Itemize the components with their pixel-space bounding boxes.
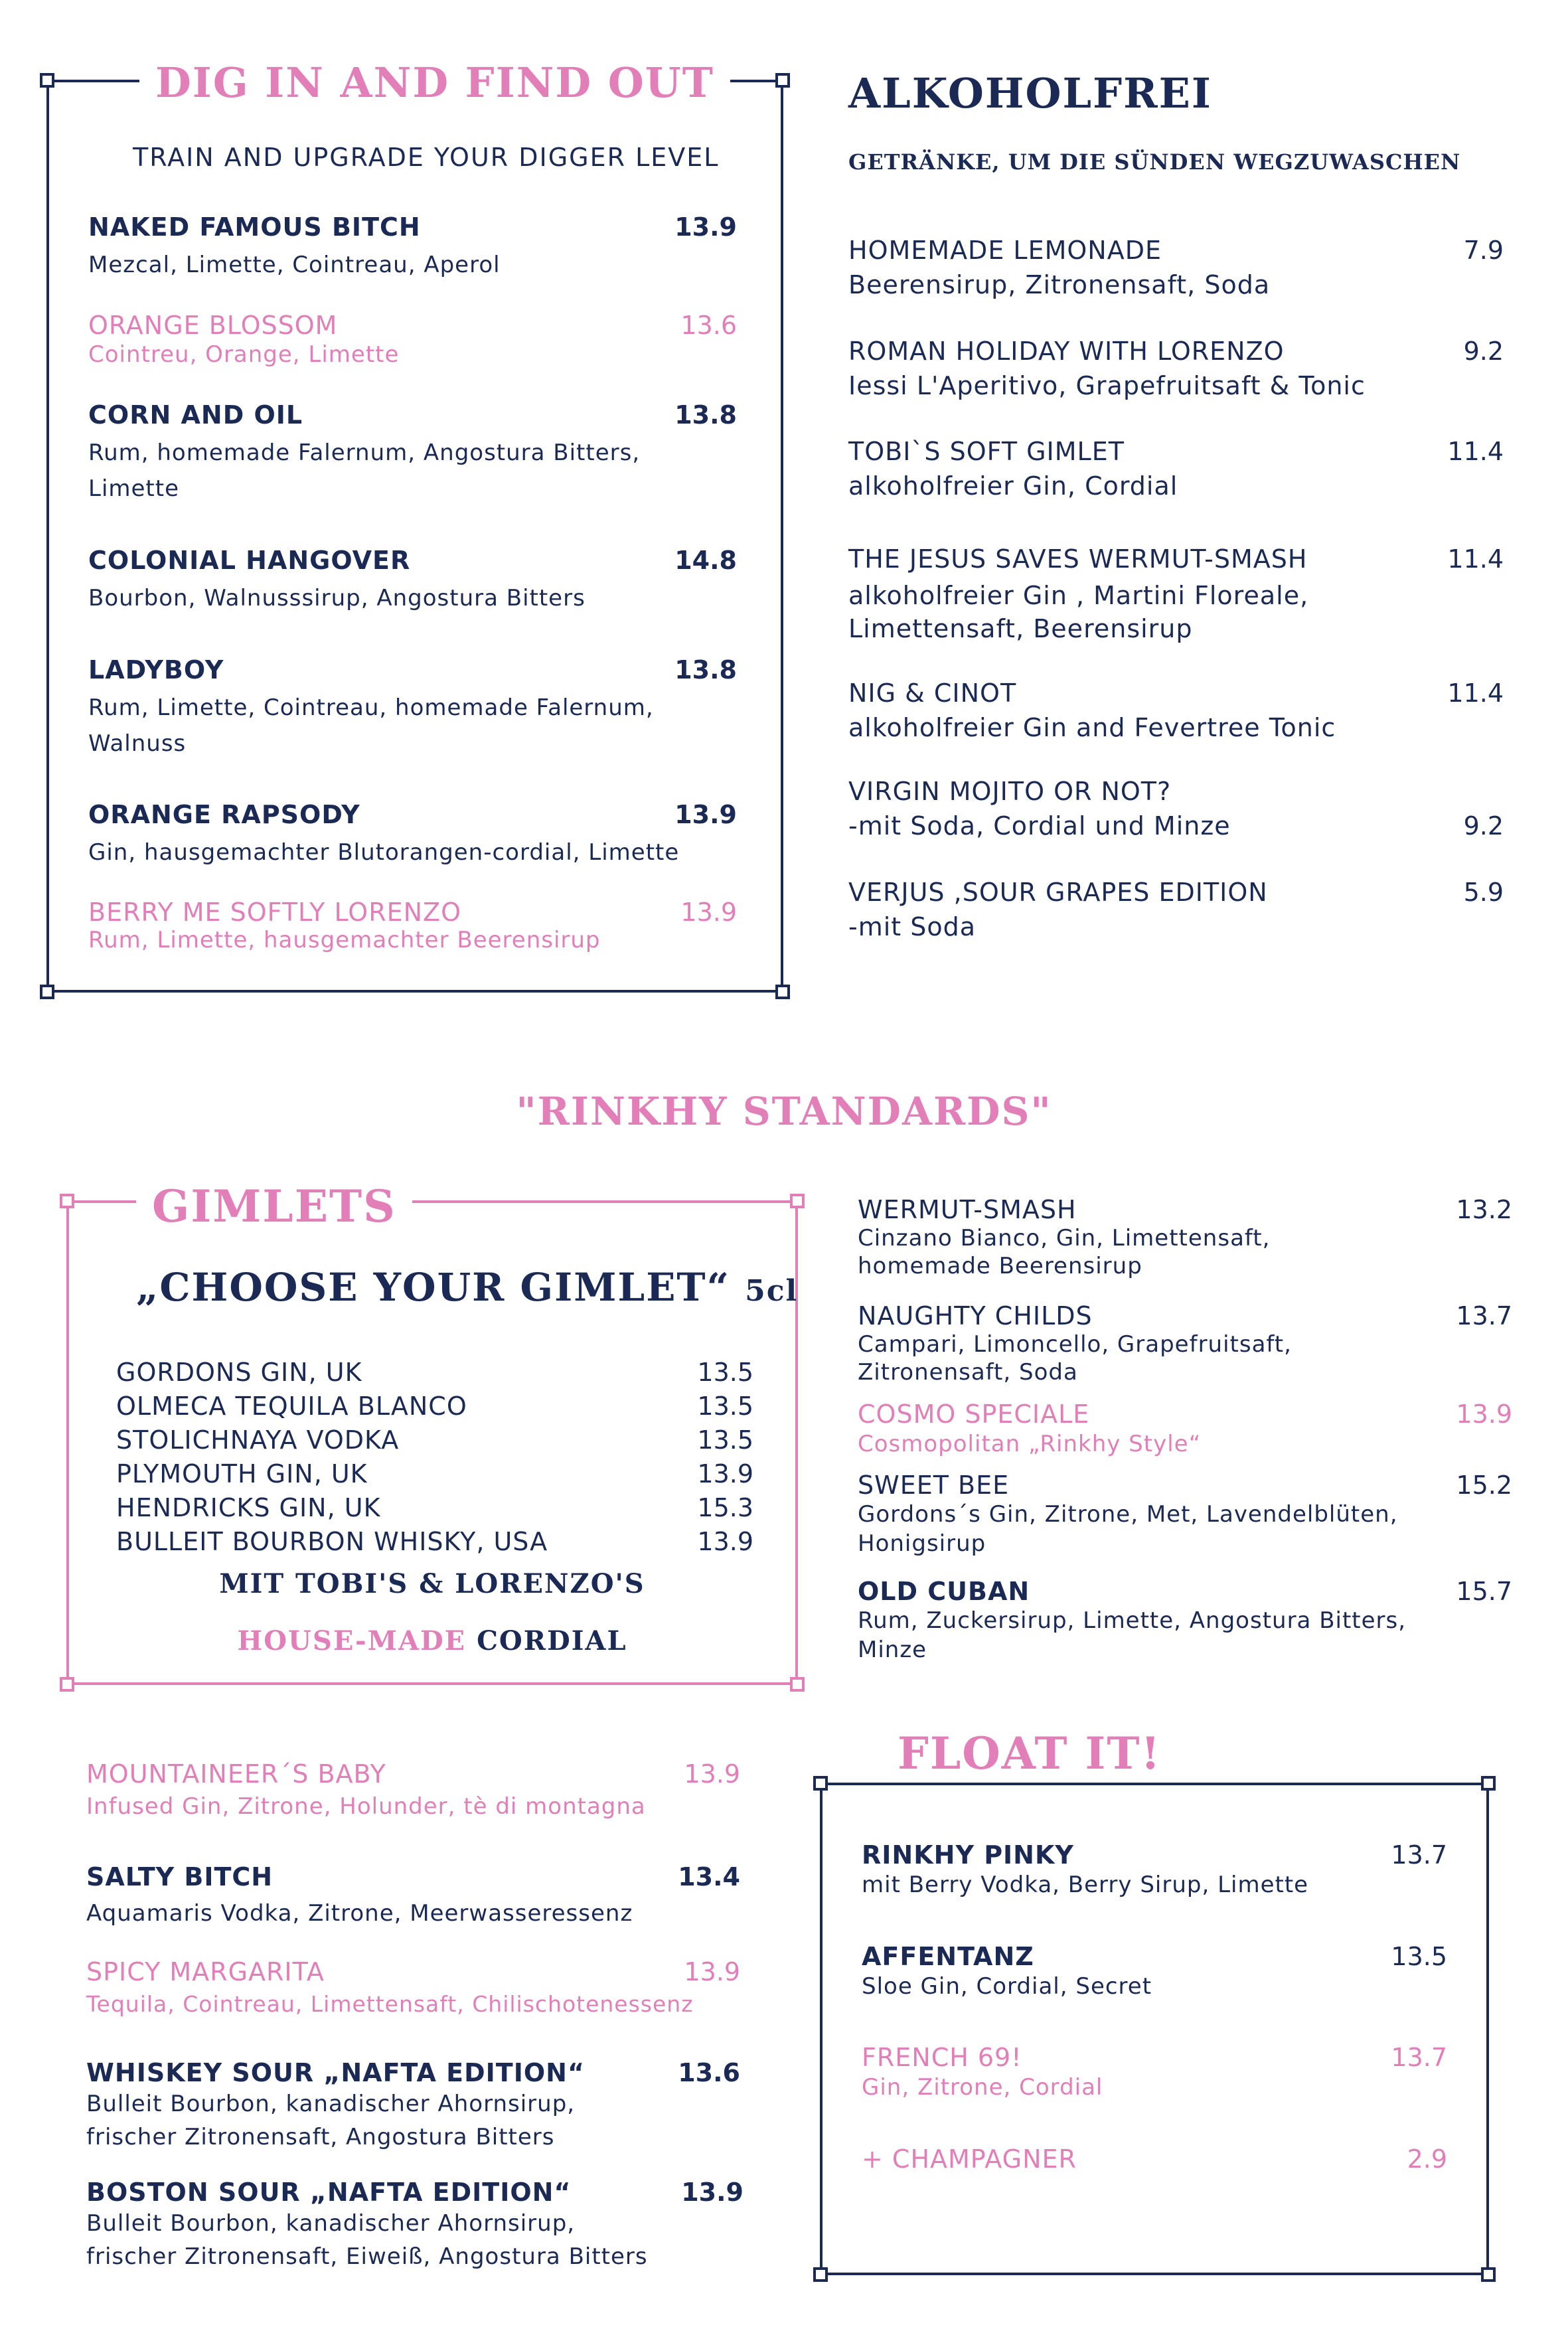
std-right-item-5: OLD CUBAN Rum, Zuckersirup, Limette, Angostura Bitters, Minze [858, 1577, 1407, 1663]
gimlets-choose [136, 1265, 798, 1310]
price: 13.9 [684, 1759, 740, 1789]
price: 13.8 [674, 655, 737, 684]
price: 13.9 [680, 898, 737, 927]
gimlets-footer-2: HOUSE-MADE CORDIAL [237, 1625, 627, 1656]
price: 9.2 [1463, 337, 1504, 366]
std-left-item-5: BOSTON SOUR „NAFTA EDITION“ Bulleit Bourbon, kanadischer Ahornsirup, frischer Zitronensaft, Eiweiß, Angostura Bitters [86, 2178, 648, 2270]
std-right-item-3: COSMO SPECIALE Cosmopolitan „Rinkhy Style“ [858, 1400, 1202, 1457]
std-right-item-1: WERMUT-SMASH Cinzano Bianco, Gin, Limettensaft, homemade Beerensirup [858, 1195, 1271, 1279]
price: 13.7 [1456, 1301, 1512, 1330]
float-item-2: AFFENTANZ Sloe Gin, Cordial, Secret [862, 1942, 1152, 2000]
gimlet-row: PLYMOUTH GIN, UK 13.9 [116, 1459, 753, 1488]
gimlet-row: GORDONS GIN, UK 13.5 [116, 1358, 753, 1387]
price: 13.9 [684, 1957, 740, 1986]
gimlet-row: OLMECA TEQUILA BLANCO 13.5 [116, 1392, 753, 1421]
price: 7.9 [1463, 236, 1504, 265]
alk-item-6: VIRGIN MOJITO OR NOT? -mit Soda, Cordial und Minze [848, 777, 1231, 841]
float-item-1: RINKHY PINKY mit Berry Vodka, Berry Sirup, Limette [862, 1840, 1309, 1898]
std-left-item-4: WHISKEY SOUR „NAFTA EDITION“ Bulleit Bourbon, kanadischer Ahornsirup, frischer Zitronensaft, Angostura Bitters [86, 2058, 585, 2150]
price: 13.5 [1391, 1942, 1447, 1971]
dig-subtitle: TRAIN AND UPGRADE YOUR DIGGER LEVEL [133, 143, 720, 172]
price: 13.9 [674, 212, 737, 242]
std-right-item-2: NAUGHTY CHILDS Campari, Limoncello, Grapefruitsaft, Zitronensaft, Soda [858, 1301, 1292, 1386]
std-right-item-4: SWEET BEE Gordons´s Gin, Zitrone, Met, Lavendelblüten, Honigsirup [858, 1471, 1398, 1557]
price: 13.6 [678, 2058, 740, 2087]
alk-item-7: VERJUS ,SOUR GRAPES EDITION -mit Soda [848, 878, 1268, 941]
dig-title: DIG IN AND FIND OUT [139, 58, 730, 107]
gimlets-footer-1: MIT TOBI'S & LORENZO'S [219, 1568, 645, 1599]
price: 11.4 [1447, 437, 1504, 466]
alkoholfrei-subtitle: GETRÄNKE, UM DIE SÜNDEN WEGZUWASCHEN [848, 149, 1461, 175]
price: 15.2 [1456, 1471, 1512, 1500]
price: 11.4 [1447, 679, 1504, 708]
std-left-item-3: SPICY MARGARITA Tequila, Cointreau, Limettensaft, Chilischotenessenz [86, 1957, 694, 2017]
float-title: FLOAT IT! [882, 1727, 1177, 1779]
float-item-3: FRENCH 69! Gin, Zitrone, Cordial [862, 2043, 1103, 2101]
standards-title: "RINKHY STANDARDS" [516, 1089, 1052, 1134]
price: 5.9 [1463, 878, 1504, 907]
alk-item-5: NIG & CINOT alkoholfreier Gin and Fevertree Tonic [848, 679, 1336, 742]
price: 13.9 [681, 2178, 744, 2207]
dig-item-3: CORN AND OIL Rum, homemade Falernum, Angostura Bitters, Limette [88, 400, 641, 502]
price: 13.9 [1456, 1400, 1512, 1429]
choose-label: „CHOOSE YOUR GIMLET“ [136, 1265, 730, 1310]
alk-item-1: HOMEMADE LEMONADE Beerensirup, Zitronensaft, Soda [848, 236, 1271, 299]
price: 11.4 [1447, 544, 1504, 574]
choose-size: 5cl [745, 1274, 799, 1308]
price: 13.8 [674, 400, 737, 430]
std-left-item-1: MOUNTAINEER´S BABY Infused Gin, Zitrone, Holunder, tè di montagna [86, 1759, 646, 1820]
alk-item-2: ROMAN HOLIDAY WITH LORENZO Iessi L'Aperitivo, Grapefruitsaft & Tonic [848, 337, 1366, 400]
dig-item-1: NAKED FAMOUS BITCH Mezcal, Limette, Cointreau, Aperol [88, 212, 501, 278]
price: 2.9 [1407, 2144, 1447, 2174]
gimlets-title: GIMLETS [136, 1180, 412, 1232]
std-left-item-2: SALTY BITCH Aquamaris Vodka, Zitrone, Meerwasseressenz [86, 1862, 633, 1927]
price: 13.6 [680, 311, 737, 340]
gimlet-row: STOLICHNAYA VODKA 13.5 [116, 1425, 753, 1455]
dig-item-5: LADYBOY Rum, Limette, Cointreau, homemade Falernum, Walnuss [88, 655, 654, 757]
gimlet-row: BULLEIT BOURBON WHISKY, USA 13.9 [116, 1527, 753, 1556]
dig-item-2: ORANGE BLOSSOM Cointreu, Orange, Limette [88, 311, 400, 368]
gimlet-row: HENDRICKS GIN, UK 15.3 [116, 1493, 753, 1522]
dig-item-6: ORANGE RAPSODY Gin, hausgemachter Blutorangen-cordial, Limette [88, 800, 680, 866]
float-item-4: + CHAMPAGNER [862, 2144, 1077, 2174]
dig-item-7: BERRY ME SOFTLY LORENZO Rum, Limette, hausgemachter Beerensirup [88, 898, 601, 953]
dig-item-4: COLONIAL HANGOVER Bourbon, Walnusssirup, Angostura Bitters [88, 546, 586, 611]
price: 15.7 [1456, 1577, 1512, 1606]
alk-item-3: TOBI`S SOFT GIMLET alkoholfreier Gin, Cordial [848, 437, 1178, 501]
alk-item-4: THE JESUS SAVES WERMUT-SMASH alkoholfreier Gin , Martini Floreale, Limettensaft, Beerensirup [848, 544, 1309, 643]
alkoholfrei-title: ALKOHOLFREI [848, 69, 1212, 118]
price: 13.9 [674, 800, 737, 829]
price: 13.7 [1391, 1840, 1447, 1870]
price: 14.8 [674, 546, 737, 575]
price: 13.2 [1456, 1195, 1512, 1224]
price: 9.2 [1463, 811, 1504, 841]
gimlet-list [116, 1358, 753, 1561]
price: 13.4 [678, 1862, 740, 1891]
price: 13.7 [1391, 2043, 1447, 2072]
